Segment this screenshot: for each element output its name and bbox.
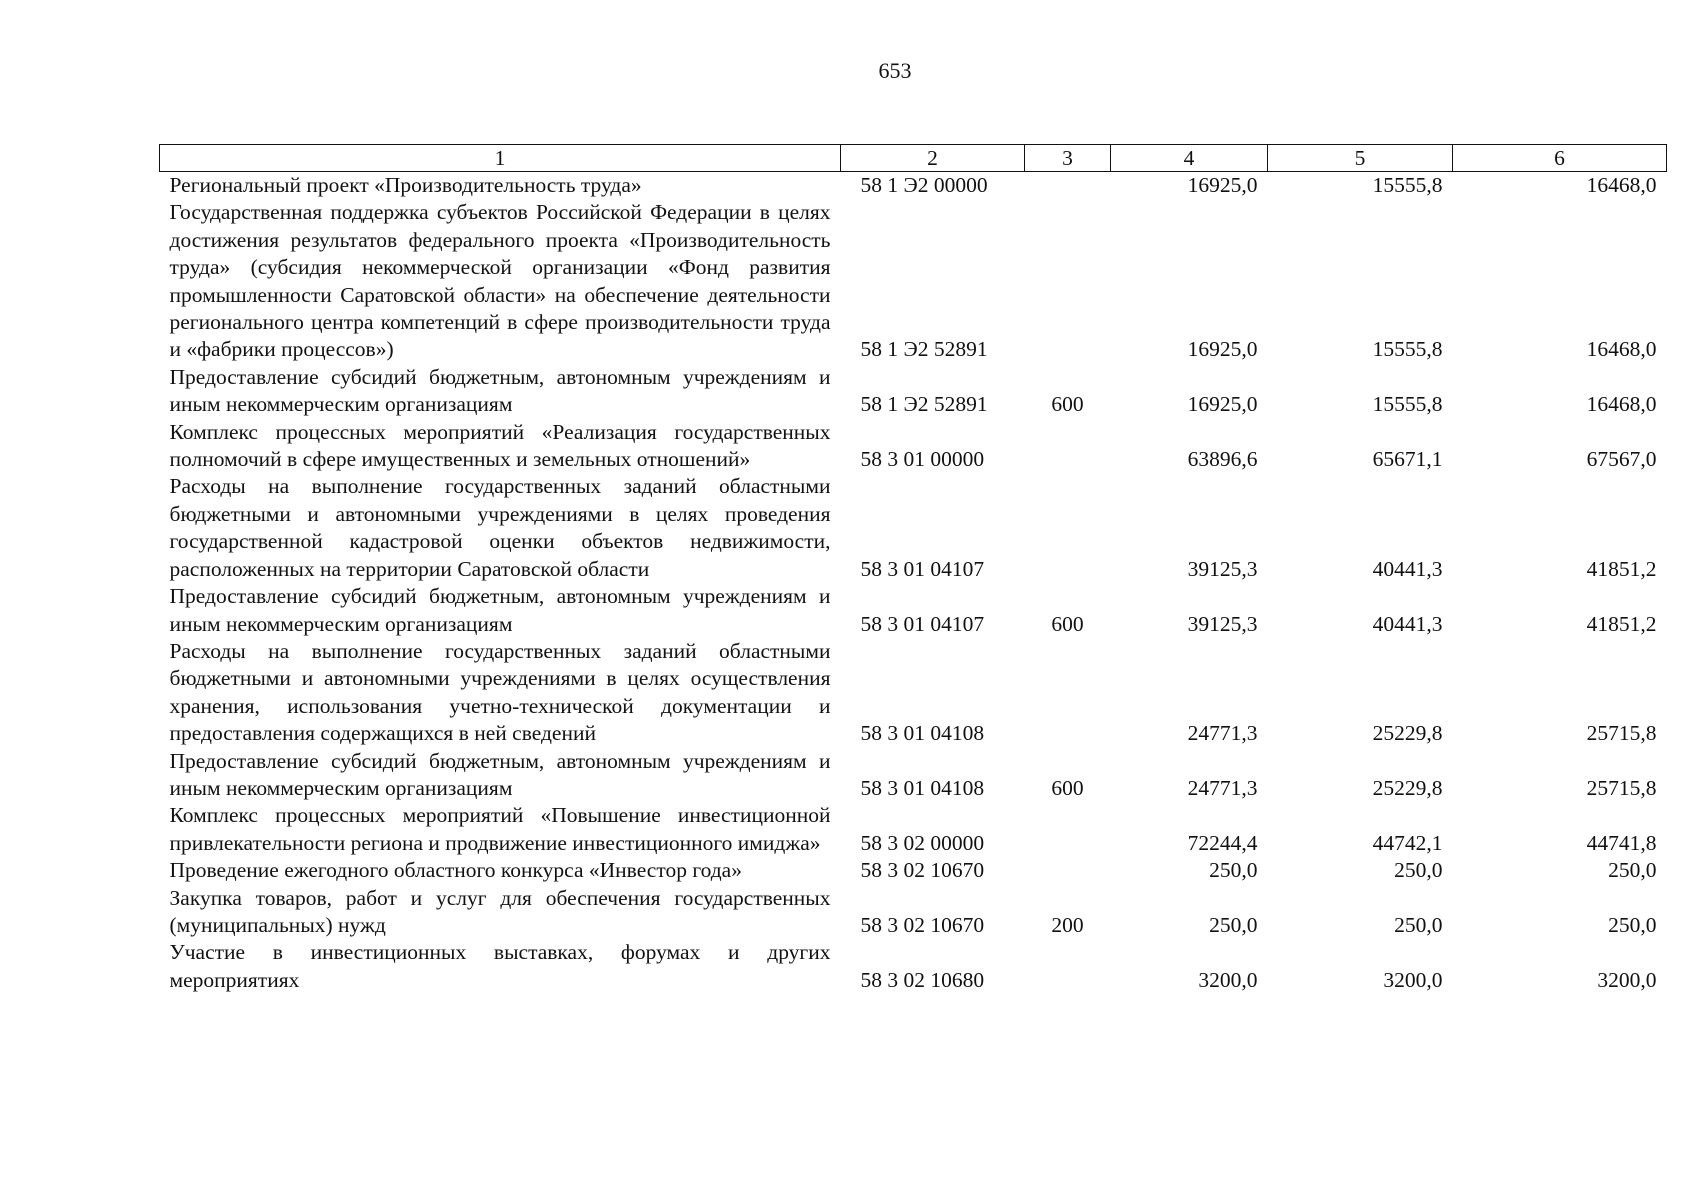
row-value-col-4: 39125,3 (1187, 556, 1258, 581)
row-value-col-6: 67567,0 (1586, 447, 1657, 472)
row-name: Региональный проект «Производительность труда» (169, 173, 642, 197)
row-value-col-6: 3200,0 (1597, 967, 1657, 992)
row-code: 58 3 02 10680 (860, 967, 985, 992)
row-value-col-4: 16925,0 (1187, 173, 1258, 197)
table-row (160, 419, 1667, 474)
row-value-col-6: 16468,0 (1586, 392, 1657, 417)
row-name: Предоставление субсидий бюджетным, автономным учреждениям и иным некоммерческим организациям (169, 364, 831, 417)
table-row (160, 473, 1667, 583)
row-value-col-6: 16468,0 (1586, 337, 1657, 362)
table-row (160, 885, 1667, 940)
row-expense-type (1025, 857, 1111, 884)
row-code: 58 3 02 00000 (860, 830, 985, 855)
row-value-col-4: 63896,6 (1187, 447, 1258, 472)
row-code: 58 1 Э2 52891 (860, 337, 988, 362)
row-expense-type (1025, 419, 1111, 474)
row-name: Комплекс процессных мероприятий «Повышение инвестиционной привлекательности региона и продвижение инвестиционного имиджа» (169, 803, 831, 855)
row-code: 58 3 02 10670 (860, 912, 985, 937)
row-name: Комплекс процессных мероприятий «Реализация государственных полномочий в сфере имущественных и земельных отношений» (169, 419, 831, 472)
row-value-col-5: 40441,3 (1372, 556, 1443, 581)
row-value-col-5: 250,0 (1394, 858, 1443, 883)
row-value-col-5: 15555,8 (1372, 392, 1443, 417)
row-code: 58 3 01 04107 (860, 556, 985, 581)
table-row (160, 364, 1667, 419)
row-value-col-5: 65671,1 (1372, 447, 1443, 472)
row-expense-type: 600 (1051, 611, 1084, 636)
table-row (160, 172, 1667, 200)
table-row (160, 802, 1667, 857)
row-value-col-6: 25715,8 (1586, 721, 1657, 746)
row-expense-type (1025, 199, 1111, 363)
row-value-col-5: 3200,0 (1383, 967, 1443, 992)
table-row (160, 748, 1667, 803)
row-name: Государственная поддержка субъектов Российской Федерации в целях достижения результатов федерального проекта «Производительность труда» (субсидия некоммерческой организации «Фонд развития промышленности Саратовской области» на обеспечение деятельности регионального центра компетенций в сфере производительности труда и «фабрики процессов») (169, 200, 831, 362)
row-name: Предоставление субсидий бюджетным, автономным учреждениям и иным некоммерческим организациям (169, 584, 831, 636)
row-value-col-5: 40441,3 (1372, 611, 1443, 636)
row-value-col-4: 16925,0 (1187, 337, 1258, 362)
header-row (160, 145, 1667, 172)
row-value-col-6: 41851,2 (1586, 556, 1657, 581)
header-col-6: 6 (1453, 145, 1667, 172)
row-name: Расходы на выполнение государственных заданий областными бюджетными и автономными учреждениями в целях проведения государственной кадастровой оценки объектов недвижимости, расположенных на территории Саратовской области (169, 474, 831, 581)
header-col-4: 4 (1111, 145, 1268, 172)
row-value-col-4: 24771,3 (1187, 721, 1258, 746)
budget-table (159, 144, 1667, 994)
row-value-col-4: 250,0 (1209, 858, 1258, 883)
row-value-col-4: 3200,0 (1198, 967, 1258, 992)
header-col-1: 1 (160, 145, 841, 172)
row-expense-type: 600 (1051, 392, 1084, 417)
table-row (160, 857, 1667, 884)
row-value-col-4: 72244,4 (1187, 830, 1258, 855)
row-expense-type (1025, 638, 1111, 748)
row-value-col-5: 15555,8 (1372, 173, 1443, 197)
row-code: 58 3 01 04108 (860, 721, 985, 746)
table-row (160, 199, 1667, 363)
row-name: Проведение ежегодного областного конкурса «Инвестор года» (169, 858, 742, 883)
row-value-col-6: 25715,8 (1586, 775, 1657, 800)
row-name: Закупка товаров, работ и услуг для обеспечения государственных (муниципальных) нужд (169, 885, 831, 937)
row-code: 58 1 Э2 52891 (860, 392, 988, 417)
table-header (160, 145, 1667, 172)
row-value-col-5: 25229,8 (1372, 775, 1443, 800)
row-value-col-5: 15555,8 (1372, 337, 1443, 362)
row-expense-type: 600 (1051, 775, 1084, 800)
row-value-col-5: 25229,8 (1372, 721, 1443, 746)
row-value-col-4: 39125,3 (1187, 611, 1258, 636)
row-value-col-4: 16925,0 (1187, 392, 1258, 417)
row-code: 58 3 01 04107 (860, 611, 985, 636)
row-name: Расходы на выполнение государственных заданий областными бюджетными и автономными учреждениями в целях осуществления хранения, использования учетно-технической документации и предоставления содержащихся в ней сведений (169, 638, 831, 746)
row-code: 58 1 Э2 00000 (860, 173, 988, 197)
table-row (160, 583, 1667, 638)
table-row (160, 638, 1667, 748)
row-name: Участие в инвестиционных выставках, форумах и других мероприятиях (169, 940, 831, 992)
row-value-col-6: 16468,0 (1586, 173, 1657, 197)
page-number: 653 (878, 58, 912, 83)
row-name: Предоставление субсидий бюджетным, автономным учреждениям и иным некоммерческим организациям (169, 748, 831, 800)
row-expense-type: 200 (1051, 912, 1084, 937)
row-code: 58 3 01 00000 (860, 447, 985, 472)
row-value-col-4: 24771,3 (1187, 775, 1258, 800)
row-value-col-5: 250,0 (1394, 912, 1443, 937)
row-value-col-6: 41851,2 (1586, 611, 1657, 636)
header-col-5: 5 (1268, 145, 1453, 172)
header-col-3: 3 (1025, 145, 1111, 172)
row-value-col-4: 250,0 (1209, 912, 1258, 937)
row-code: 58 3 02 10670 (860, 858, 985, 883)
row-value-col-6: 250,0 (1608, 912, 1657, 937)
row-value-col-6: 44741,8 (1586, 830, 1657, 855)
row-value-col-5: 44742,1 (1372, 830, 1443, 855)
row-value-col-6: 250,0 (1608, 858, 1657, 883)
row-expense-type (1025, 473, 1111, 583)
header-col-2: 2 (841, 145, 1025, 172)
table-body (160, 172, 1667, 995)
row-expense-type (1025, 802, 1111, 857)
row-expense-type (1025, 939, 1111, 994)
row-code: 58 3 01 04108 (860, 775, 985, 800)
budget-table-container (159, 144, 1666, 994)
table-row (160, 939, 1667, 994)
row-expense-type (1025, 172, 1111, 200)
